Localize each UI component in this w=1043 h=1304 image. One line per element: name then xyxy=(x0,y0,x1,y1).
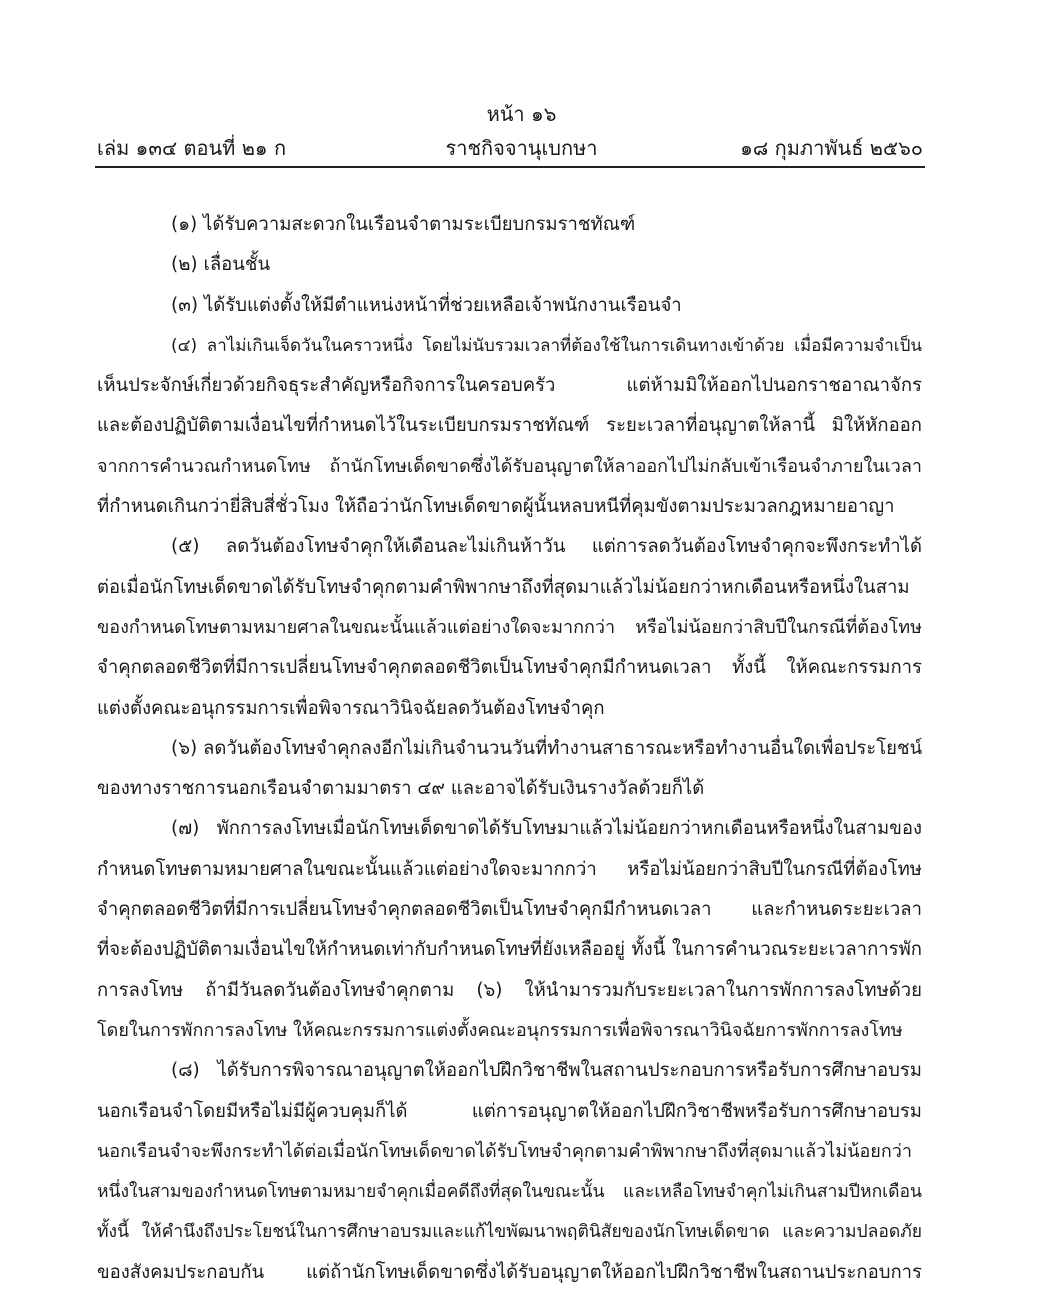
clause-5-line: ต่อเมื่อนักโทษเด็ดขาดได้รับโทษจำคุกตามคำพิพากษาถึงที่สุดมาแล้วไม่น้อยกว่าหกเดือนหรือหนึ่งในสาม xyxy=(97,576,910,598)
clause-4-line: ที่กำหนดเกินกว่ายี่สิบสี่ชั่วโมง ให้ถือว่านักโทษเด็ดขาดผู้นั้นหลบหนีที่คุมขังตามประมวลกฎหมายอาญา xyxy=(97,496,895,518)
clause-7-line: การลงโทษ ถ้ามีวันลดวันต้องโทษจำคุกตาม (๖) ให้นำมารวมกับระยะเวลาในการพักการลงโทษด้วย xyxy=(97,979,922,1001)
clause-6-line: (๖) ลดวันต้องโทษจำคุกลงอีกไม่เกินจำนวนวันที่ทำงานสาธารณะหรือทำงานอื่นใดเพื่อประโยชน์ xyxy=(171,737,922,759)
clause-5-line: จำคุกตลอดชีวิตที่มีการเปลี่ยนโทษจำคุกตลอดชีวิตเป็นโทษจำคุกมีกำหนดเวลา ทั้งนี้ ให้คณะกรรมการ xyxy=(97,657,922,679)
page-number: หน้า ๑๖ xyxy=(486,102,557,126)
clause-4-line: เห็นประจักษ์เกี่ยวด้วยกิจธุระสำคัญหรือกิจการในครอบครัว แต่ห้ามมิให้ออกไปนอกราชอาณาจักร xyxy=(97,375,922,397)
clause-1: (๑) ได้รับความสะดวกในเรือนจำตามระเบียบกรมราชทัณฑ์ xyxy=(171,214,636,235)
clause-5-line: แต่งตั้งคณะอนุกรรมการเพื่อพิจารณาวินิจฉัยลดวันต้องโทษจำคุก xyxy=(97,697,605,719)
clause-8-line: นอกเรือนจำโดยมีหรือไม่มีผู้ควบคุมก็ได้ แต่การอนุญาตให้ออกไปฝึกวิชาชีพหรือรับการศึกษาอบรม xyxy=(97,1100,922,1122)
clause-5-line: (๕) ลดวันต้องโทษจำคุกให้เดือนละไม่เกินห้าวัน แต่การลดวันต้องโทษจำคุกจะพึงกระทำได้ xyxy=(171,536,922,558)
volume-issue: เล่ม ๑๓๔ ตอนที่ ๒๑ ก xyxy=(97,136,287,160)
document-body xyxy=(97,205,922,1293)
clause-7-line: โดยในการพักการลงโทษ ให้คณะกรรมการแต่งตั้งคณะอนุกรรมการเพื่อพิจารณาวินิจฉัยการพักการลงโทษ xyxy=(97,1019,903,1041)
clause-4-line: (๔) ลาไม่เกินเจ็ดวันในคราวหนึ่ง โดยไม่นับรวมเวลาที่ต้องใช้ในการเดินทางเข้าด้วย เมื่อมีความจำเป็น xyxy=(171,335,922,356)
clause-8-line: ทั้งนี้ ให้คำนึงถึงประโยชน์ในการศึกษาอบรมและแก้ไขพัฒนาพฤตินิสัยของนักโทษเด็ดขาด และความปลอดภัย xyxy=(97,1222,922,1243)
clause-2: (๒) เลื่อนชั้น xyxy=(171,254,271,276)
clause-3: (๓) ได้รับแต่งตั้งให้มีตำแหน่งหน้าที่ช่วยเหลือเจ้าพนักงานเรือนจำ xyxy=(171,294,682,316)
clause-8-line: นอกเรือนจำจะพึงกระทำได้ต่อเมื่อนักโทษเด็ดขาดได้รับโทษจำคุกตามคำพิพากษาถึงที่สุดมาแล้วไม่น้อยกว่า xyxy=(97,1140,912,1162)
clause-7-line: ที่จะต้องปฏิบัติตามเงื่อนไขให้กำหนดเท่ากับกำหนดโทษที่ยังเหลืออยู่ ทั้งนี้ ในการคำนวณระยะเวลาการพัก xyxy=(97,939,922,961)
clause-8-line: (๘) ได้รับการพิจารณาอนุญาตให้ออกไปฝึกวิชาชีพในสถานประกอบการหรือรับการศึกษาอบรม xyxy=(171,1060,922,1082)
publication-date: ๑๘ กุมภาพันธ์ ๒๕๖๐ xyxy=(740,136,923,160)
clause-4-line: และต้องปฏิบัติตามเงื่อนไขที่กำหนดไว้ในระเบียบกรมราชทัณฑ์ ระยะเวลาที่อนุญาตให้ลานี้ มิให้หักออก xyxy=(97,415,922,437)
clause-4-line: จากการคำนวณกำหนดโทษ ถ้านักโทษเด็ดขาดซึ่งได้รับอนุญาตให้ลาออกไปไม่กลับเข้าเรือนจำภายในเวลา xyxy=(97,455,922,477)
clause-7-line: กำหนดโทษตามหมายศาลในขณะนั้นแล้วแต่อย่างใดจะมากกว่า หรือไม่น้อยกว่าสิบปีในกรณีที่ต้องโทษ xyxy=(97,858,922,880)
clause-5-line: ของกำหนดโทษตามหมายศาลในขณะนั้นแล้วแต่อย่างใดจะมากกว่า หรือไม่น้อยกว่าสิบปีในกรณีที่ต้องโทษ xyxy=(97,616,922,638)
clause-7-line: (๗) พักการลงโทษเมื่อนักโทษเด็ดขาดได้รับโทษมาแล้วไม่น้อยกว่าหกเดือนหรือหนึ่งในสามของ xyxy=(171,818,922,840)
clause-8-line: ของสังคมประกอบกัน แต่ถ้านักโทษเด็ดขาดซึ่งได้รับอนุญาตให้ออกไปฝึกวิชาชีพในสถานประกอบการ xyxy=(97,1261,922,1283)
header-divider xyxy=(95,166,925,168)
publication-title: ราชกิจจานุเบกษา xyxy=(445,136,598,160)
clause-6-line: ของทางราชการนอกเรือนจำตามมาตรา ๔๙ และอาจได้รับเงินรางวัลด้วยก็ได้ xyxy=(97,778,705,800)
clause-8-line: หนึ่งในสามของกำหนดโทษตามหมายจำคุกเมื่อคดีถึงที่สุดในขณะนั้น และเหลือโทษจำคุกไม่เกินสามปีหกเดือน xyxy=(97,1182,922,1203)
clause-7-line: จำคุกตลอดชีวิตที่มีการเปลี่ยนโทษจำคุกตลอดชีวิตเป็นโทษจำคุกมีกำหนดเวลา และกำหนดระยะเวลา xyxy=(97,899,922,921)
